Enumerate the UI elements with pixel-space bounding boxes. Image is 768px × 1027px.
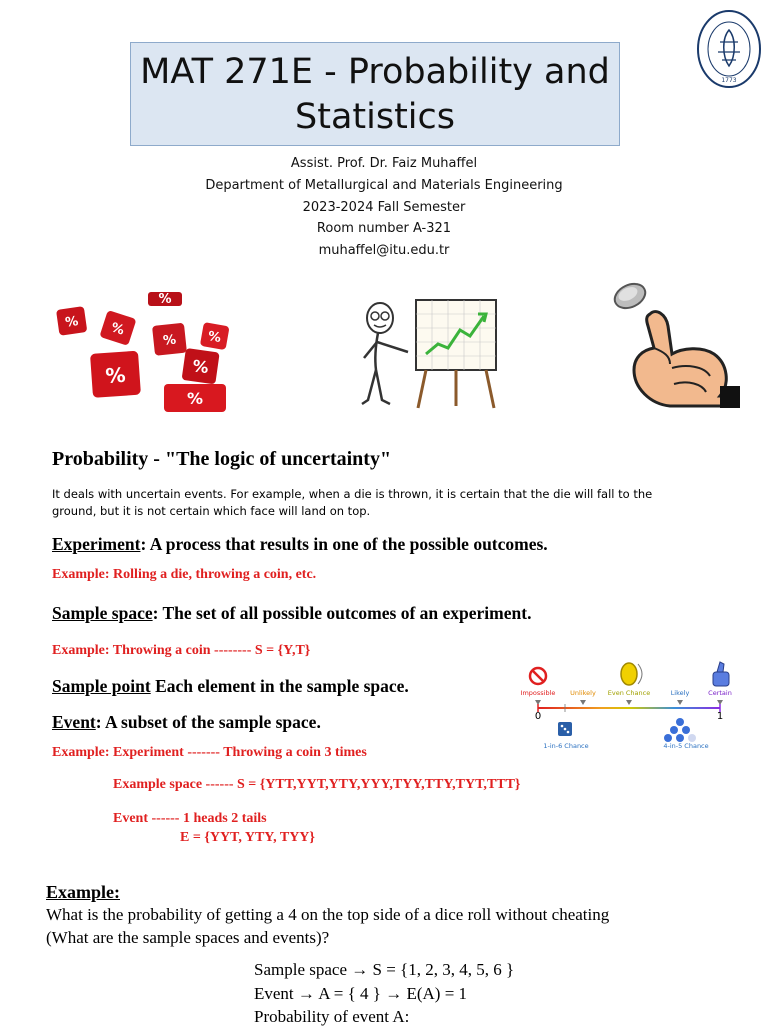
sample-space-definition	[52, 603, 531, 624]
event-example-3: Event ------ 1 heads 2 tails	[113, 811, 267, 826]
svg-text:%: %	[108, 320, 126, 339]
label-even-chance: Even Chance	[607, 689, 651, 697]
title-box	[130, 42, 620, 146]
experiment-example: Example: Rolling a die, throwing a coin, etc.	[52, 567, 317, 582]
room-number: Room number A-321	[316, 221, 452, 236]
event-text: : A subset of the sample space.	[95, 712, 321, 732]
label-unlikely: Unlikely	[570, 689, 596, 697]
university-seal-icon	[696, 8, 762, 90]
sample-space-text: : The set of all possible outcomes of an experiment.	[152, 603, 532, 623]
example-question-2: (What are the sample spaces and events)?	[46, 928, 330, 947]
label-likely: Likely	[670, 689, 690, 697]
email: muhaffel@itu.edu.tr	[318, 243, 450, 258]
probability-scale	[508, 660, 748, 756]
event-example-4: E = {YYT, YTY, TYY}	[180, 830, 315, 845]
experiment-term: Experiment	[52, 534, 141, 554]
svg-text:%: %	[64, 314, 80, 331]
svg-text:%: %	[206, 329, 223, 347]
instructor-name: Assist. Prof. Dr. Faiz Muhaffel	[290, 156, 478, 171]
svg-text:%: %	[186, 389, 204, 408]
thumbs-up-icon	[713, 662, 729, 686]
svg-text:%: %	[104, 362, 127, 388]
coin-icon	[621, 663, 642, 685]
department: Department of Metallurgical and Materials Engineering	[205, 178, 563, 193]
scale-start: 0	[534, 711, 542, 722]
label-impossible: Impossible	[520, 689, 556, 697]
example-heading: Example:	[46, 882, 120, 902]
probability-heading: Probability - "The logic of uncertainty"	[52, 448, 392, 470]
sample-point-term: Sample point	[52, 676, 151, 696]
example-question-1: What is the probability of getting a 4 on the top side of a dice roll without cheating	[46, 905, 610, 924]
seal-year: 1773	[721, 77, 737, 84]
impossible-icon	[530, 668, 546, 684]
label-4-in-5: 4-in-5 Chance	[663, 742, 709, 750]
event-definition	[52, 712, 321, 733]
example-probability: Probability of event A:	[254, 1007, 410, 1026]
example-sample-space: Sample space → S = {1, 2, 3, 4, 5, 6 }	[254, 960, 515, 979]
probability-description: It deals with uncertain events. For example, when a die is thrown, it is certain that the die will fall to the ground, but it is not certain which face will land on top.	[52, 487, 653, 518]
svg-text:%: %	[162, 332, 177, 349]
svg-text:%: %	[158, 292, 172, 307]
experiment-text: : A process that results in one of the possible outcomes.	[140, 534, 548, 554]
event-term: Event	[52, 712, 96, 732]
balls-icon	[664, 718, 696, 742]
title-line-1: MAT 271E - Probability and	[140, 52, 610, 92]
stick-figure-chart-icon	[352, 292, 502, 412]
scale-end: 1	[716, 711, 724, 722]
label-1-in-6: 1-in-6 Chance	[543, 742, 589, 750]
example-event: Event → A = { 4 } → E(A) = 1	[254, 984, 468, 1003]
label-certain: Certain	[708, 689, 732, 697]
sample-space-example: Example: Throwing a coin -------- S = {Y,T}	[52, 643, 311, 658]
semester: 2023-2024 Fall Semester	[302, 200, 466, 215]
sample-point-text: Each element in the sample space.	[150, 676, 409, 696]
sample-space-term: Sample space	[52, 603, 153, 623]
title-line-2: Statistics	[295, 97, 455, 137]
thumb-coin-icon	[610, 280, 740, 408]
sample-point-definition	[52, 676, 409, 697]
svg-text:%: %	[191, 356, 210, 378]
event-example-1: Example: Experiment ------- Throwing a coin 3 times	[52, 745, 367, 760]
event-example-2: Example space ------ S = {YTT,YYT,YTY,YYY,TYY,TTY,TYT,TTT}	[113, 777, 521, 792]
red-dice-image	[36, 292, 256, 412]
experiment-definition	[52, 534, 548, 555]
